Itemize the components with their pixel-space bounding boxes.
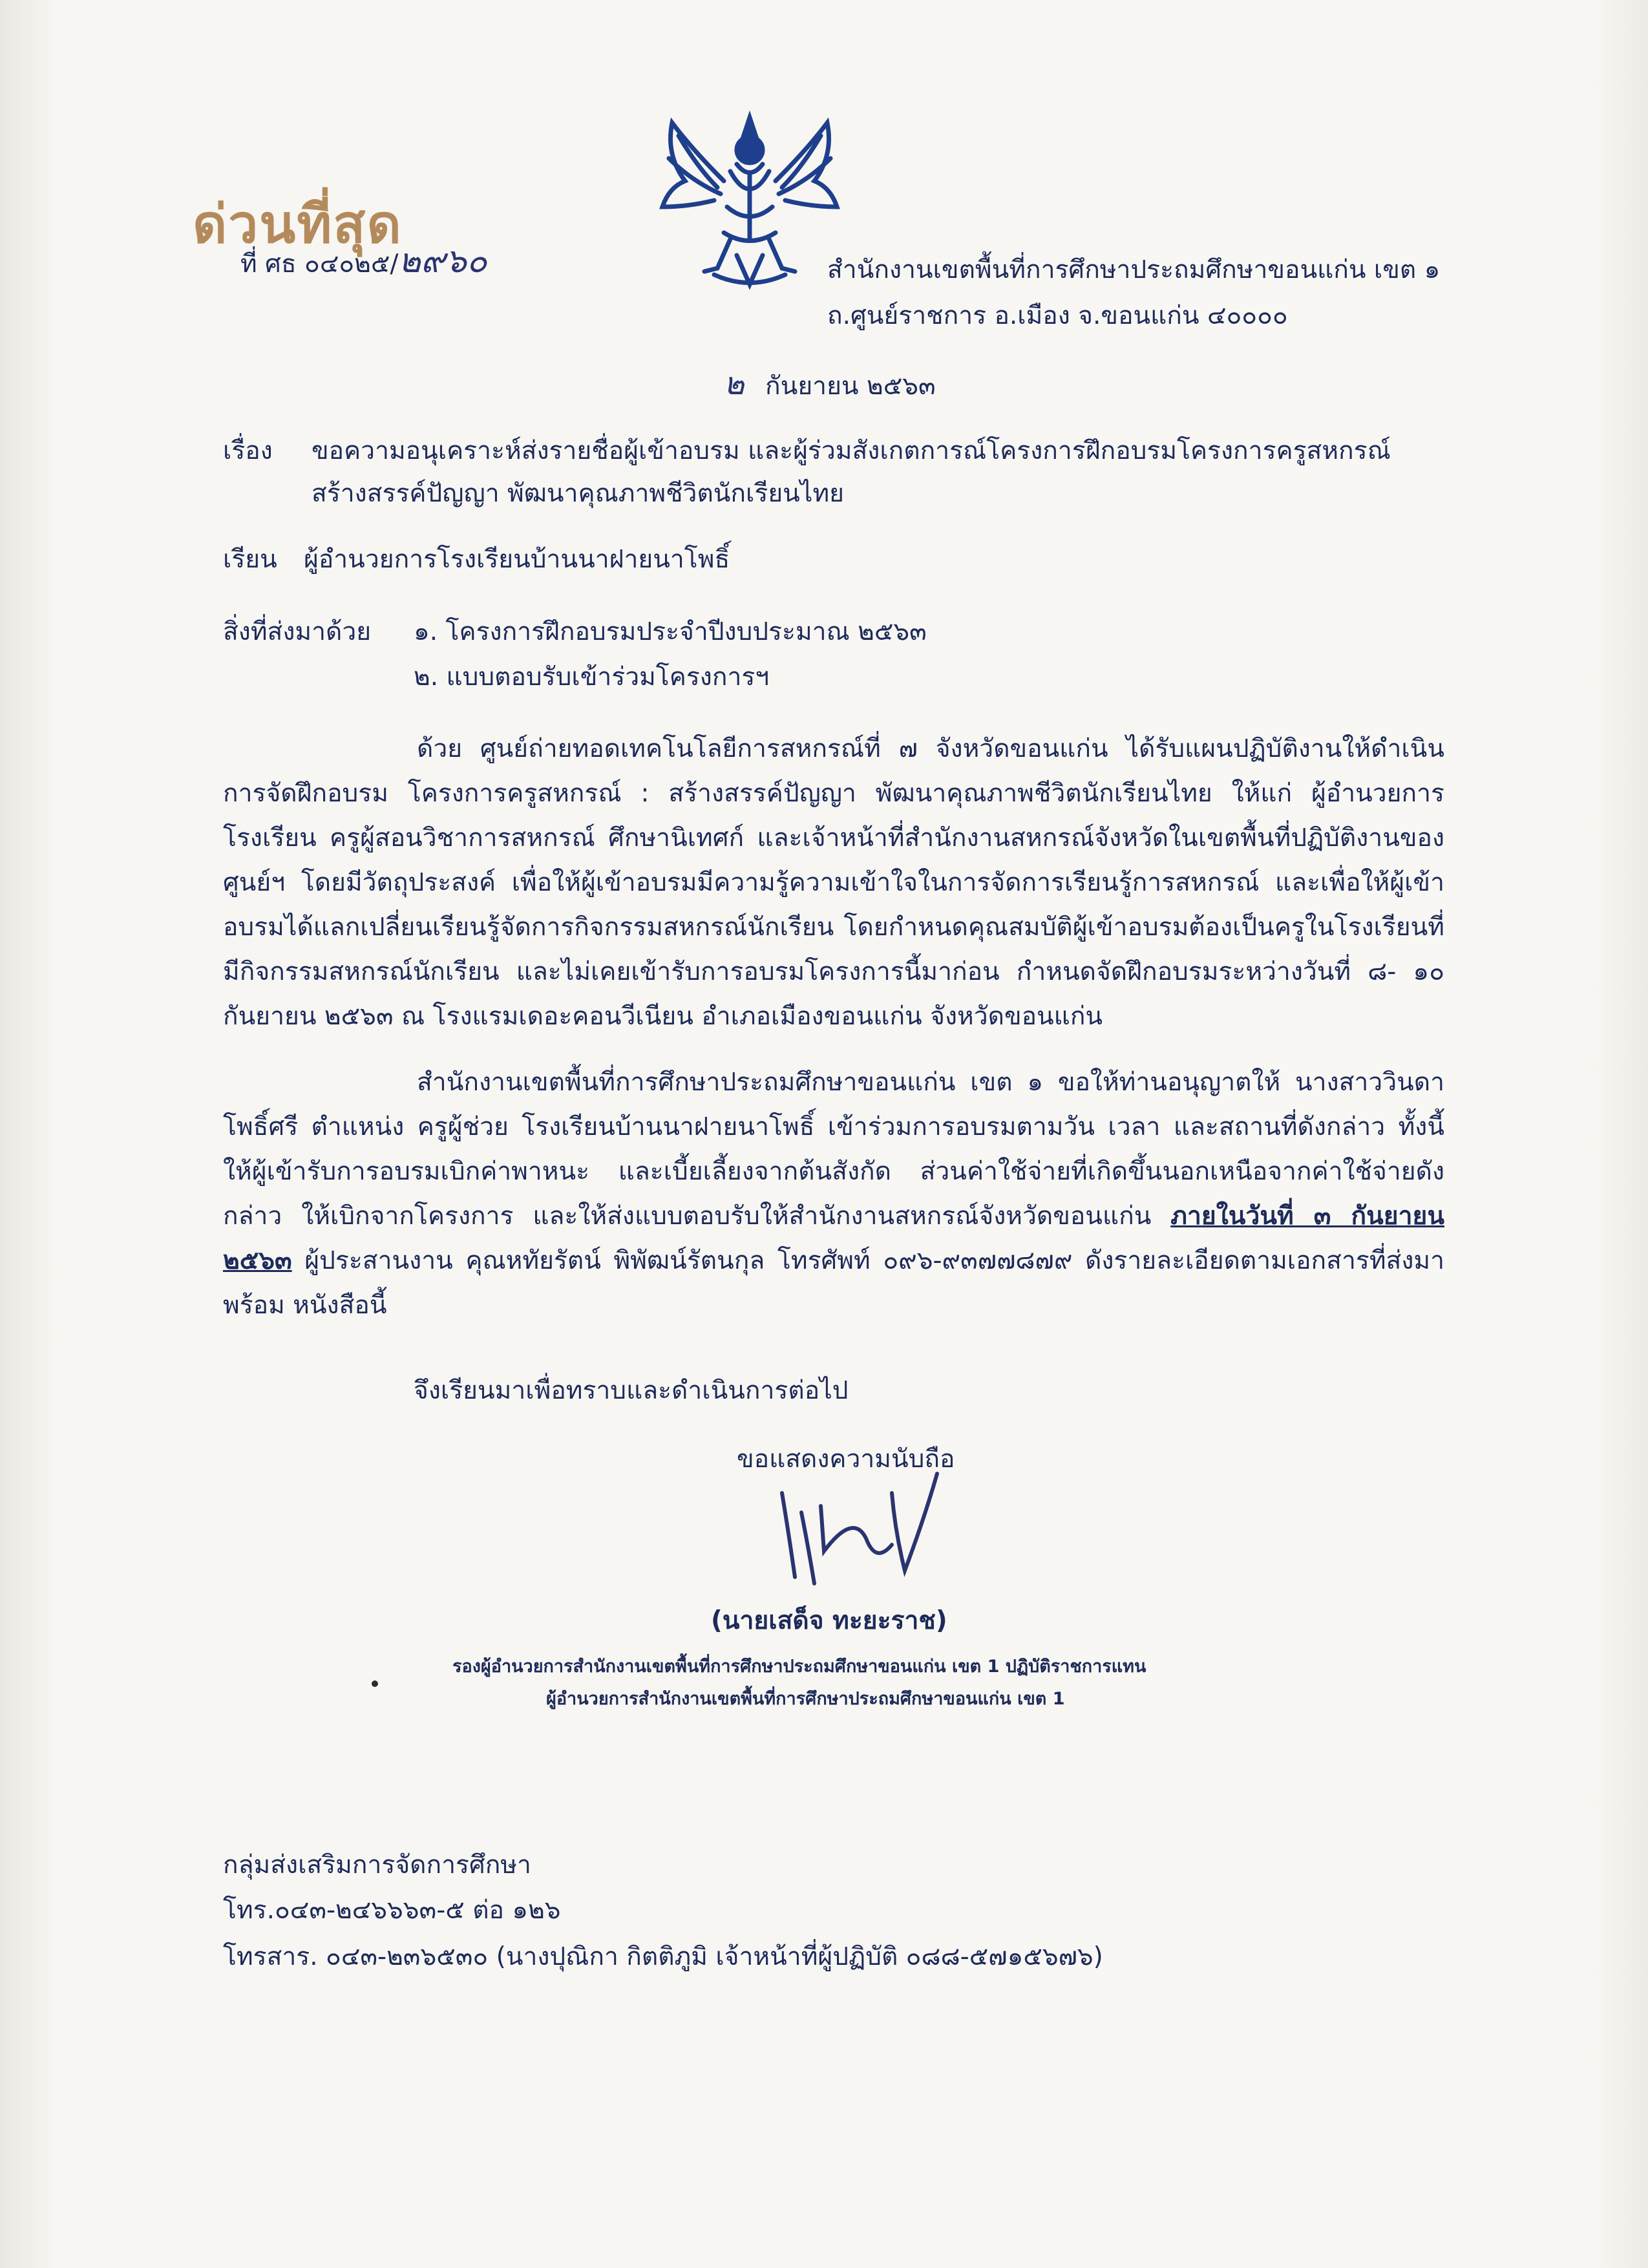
subject-line-1: ขอความอนุเคราะห์ส่งรายชื่อผู้เข้าอบรม และผู้ร่วมสังเกตการณ์โครงการฝึกอบรมโครงการครูสหกรณ์ (312, 436, 1391, 465)
paragraph-2-text: สำนักงานเขตพื้นที่การศึกษาประถมศึกษาขอนแก่น เขต ๑ ขอให้ท่านอนุญาตให้ นางสาววินดา โพธิ์ศรี ตำแหน่ง ครูผู้ช่วย โรงเรียนบ้านนาฝายนาโพธิ์ เข้าร่วมการอบรมตามวัน เวลา และสถานที่ดังกล่าว ทั้งนี้ ให้ผู้เข้ารับการอบรมเบิกค่าพาหนะ และเบี้ยเลี้ยงจากต้นสังกัด ส่วนค่าใช้จ่ายที่เกิดขึ้นนอกเหนือจากค่าใช้จ่ายดังกล่าว ให้เบิกจากโครงการ และให้ส่งแบบตอบรับให้สำนักงานสหกรณ์จังหวัดขอนแก่น (223, 1068, 1444, 1231)
enclosures-label: สิ่งที่ส่งมาด้วย (223, 617, 372, 646)
recipient-value: ผู้อำนวยการโรงเรียนบ้านนาฝายนาโพธิ์ (304, 545, 730, 574)
subject-label: เรื่อง (223, 436, 273, 465)
paragraph-2-contact: ผู้ประสานงาน คุณหทัยรัตน์ พิพัฒน์รัตนกุล โทรศัพท์ ๐๙๖-๙๓๗๗๘๗๙ ดังรายละเอียดตามเอกสารที่ส่งมาพร้อม หนังสือนี้ (223, 1246, 1444, 1320)
letter-date (724, 362, 936, 408)
footer-phone: โทร.๐๔๓-๒๔๖๖๖๓-๕ ต่อ ๑๒๖ (223, 1896, 561, 1925)
signer-name: (นายเสด็จ ทะยะราช) (711, 1606, 947, 1635)
date-day: ๒ (724, 366, 745, 402)
subject-line-2: สร้างสรรค์ปัญญา พัฒนาคุณภาพชีวิตนักเรียนไทย (312, 479, 845, 508)
reference-number: ๒๙๖๐ (398, 242, 487, 281)
closing-line: จึงเรียนมาเพื่อทราบและดำเนินการต่อไป (414, 1376, 849, 1405)
body-paragraph-1: ด้วย ศูนย์ถ่ายทอดเทคโนโลยีการสหกรณ์ที่ ๗ จังหวัดขอนแก่น ได้รับแผนปฏิบัติงานให้ดำเนินการจัดฝึกอบรม โครงการครูสหกรณ์ : สร้างสรรค์ปัญญา พัฒนาคุณภาพชีวิตนักเรียนไทย ให้แก่ ผู้อำนวยการโรงเรียน ครูผู้สอนวิชาการสหกรณ์ ศึกษานิเทศก์ และเจ้าหน้าที่สำนักงานสหกรณ์จังหวัดในเขตพื้นที่ปฏิบัติงานของศูนย์ฯ โดยมีวัตถุประสงค์ เพื่อให้ผู้เข้าอบรมมีความรู้ความเข้าใจในการจัดการเรียนรู้การสหกรณ์ และเพื่อให้ผู้เข้าอบรมได้แลกเปลี่ยนเรียนรู้จัดการกิจกรรมสหกรณ์นักเรียน โดยกำหนดคุณสมบัติผู้เข้าอบรมต้องเป็นครูในโรงเรียนที่มีกิจกรรมสหกรณ์นักเรียน และไม่เคยเข้ารับการอบรมโครงการนี้มาก่อน กำหนดจัดฝึกอบรมระหว่างวันที่ ๘- ๑๐ กันยายน ๒๕๖๓ ณ โรงแรมเดอะคอนวีเนียน อำเภอเมืองขอนแก่น จังหวัดขอนแก่น (223, 734, 1444, 1031)
date-month-year: กันยายน ๒๕๖๓ (765, 372, 936, 401)
enclosure-item-2: ๒. แบบตอบรับเข้าร่วมโครงการฯ (414, 662, 770, 692)
handwritten-signature (763, 1454, 956, 1603)
ink-dot (372, 1680, 378, 1687)
office-name: สำนักงานเขตพื้นที่การศึกษาประถมศึกษาขอนแก่น เขต ๑ (827, 255, 1441, 284)
footer-department: กลุ่มส่งเสริมการจัดการศึกษา (223, 1850, 531, 1880)
signer-position-2: ผู้อำนวยการสำนักงานเขตพื้นที่การศึกษาประถมศึกษาขอนแก่น เขต 1 (546, 1689, 1065, 1709)
enclosure-item-1: ๑. โครงการฝึกอบรมประจำปีงบประมาณ ๒๕๖๓ (414, 617, 927, 646)
reference-line (240, 239, 487, 286)
urgent-stamp: ด่วนที่สุด (193, 194, 403, 255)
garuda-emblem-icon (653, 110, 847, 297)
reference-prefix: ที่ ศธ ๐๔๐๒๕/ (240, 249, 399, 279)
body-paragraph-2 (223, 1060, 1444, 1328)
reply-deadline: ภายในวันที่ ๓ กันยายน ๒๕๖๓ (223, 1202, 1445, 1275)
footer-fax: โทรสาร. ๐๔๓-๒๓๖๕๓๐ (นางปุณิกา กิตติภูมิ เจ้าหน้าที่ผู้ปฏิบัติ ๐๘๘-๕๗๑๕๖๗๖) (223, 1942, 1103, 1971)
regards: ขอแสดงความนับถือ (737, 1445, 955, 1474)
recipient-label: เรียน (223, 545, 277, 574)
office-address: ถ.ศูนย์ราชการ อ.เมือง จ.ขอนแก่น ๔๐๐๐๐ (827, 301, 1288, 330)
signer-position-1: รองผู้อำนวยการสำนักงานเขตพื้นที่การศึกษาประถมศึกษาขอนแก่น เขต 1 ปฏิบัติราชการแทน (452, 1657, 1146, 1677)
